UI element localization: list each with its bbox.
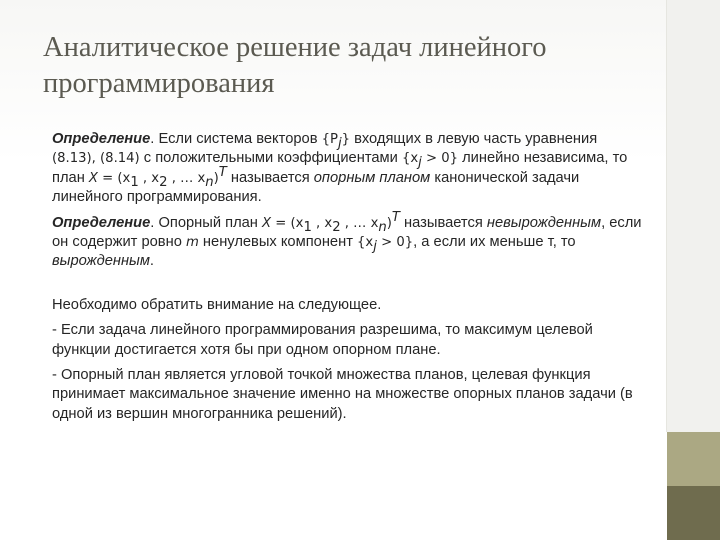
decorative-band-bottom — [667, 486, 720, 540]
decorative-band-middle — [667, 432, 720, 486]
definition-nondegenerate-plan: Определение. Опорный план $X = (x_1$ , $x_2$ , … $x_n)^T$ называется невырожденным, если он содержит ровно m ненулевых компонент $\{x_j > 0\}$, а если их меньше т, то вырожденным. — [52, 209, 642, 270]
definition-basic-plan: Определение. Если система векторов $\{P_j\}$ входящих в левую часть уравнения (8.13), (8.14) с положительными коэффициентами $\{x_j > 0\}$ линейно независима, то план $X = (x_1$ , $x_2$ , … $x_n)^T$ называется опорным планом канонической задачи линейного программирования. — [52, 131, 628, 206]
note-item-1: - Если задача линейного программирования разрешима, то максимум целевой функции достигается хотя бы при одном опорном плане. — [52, 322, 593, 358]
decorative-band-top — [666, 0, 720, 432]
slide-title: Аналитическое решение задач линейного программирования — [43, 32, 547, 99]
slide-body — [52, 130, 642, 424]
note-item-2: - Опорный план является угловой точкой множества планов, целевая функция принимает максимальное значение именно на множестве опорных планов задачи (в одной из вершин многогранника решений). — [52, 367, 633, 422]
note-intro: Необходимо обратить внимание на следующее. — [52, 296, 382, 313]
